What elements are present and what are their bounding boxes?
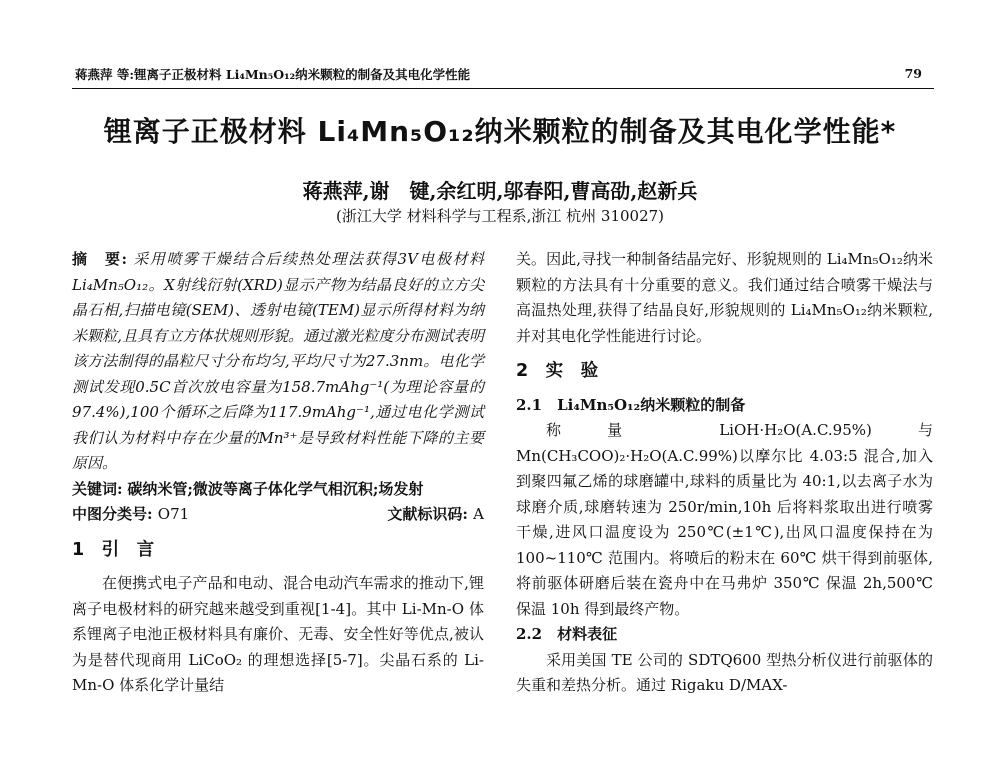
abstract-label: 摘 要: xyxy=(72,250,128,268)
subsection-2-2-text: 采用美国 TE 公司的 SDTQ600 型热分析仪进行前驱体的失重和差热分析。通过 Rigaku D/MAX- xyxy=(516,650,933,694)
page-number: 79 xyxy=(904,66,922,81)
keywords-text: 碳纳米管;微波等离子体化学气相沉积;场发射 xyxy=(127,479,424,498)
doc-code xyxy=(387,502,484,528)
keywords-label: 关键词: xyxy=(72,479,123,498)
left-column xyxy=(72,247,484,699)
classification-row xyxy=(72,502,484,528)
section-2-heading: 2 实 验 xyxy=(516,361,599,381)
subsection-2-1-heading: 2.1 Li₄Mn₅O₁₂纳米颗粒的制备 xyxy=(516,395,746,414)
running-header: 蒋燕萍 等:锂离子正极材料 Li₄Mn₅O₁₂纳米颗粒的制备及其电化学性能 xyxy=(75,67,471,82)
doc-code-label: 文献标识码: xyxy=(387,505,468,523)
keywords xyxy=(72,477,484,503)
clc-label: 中图分类号: xyxy=(72,505,153,523)
section-1-heading: 1 引 言 xyxy=(72,539,155,560)
article-title: 锂离子正极材料 Li₄Mn₅O₁₂纳米颗粒的制备及其电化学性能* xyxy=(103,115,897,148)
clc xyxy=(72,502,189,528)
subsection-2-1-text: 称量 LiOH·H₂O(A.C.95%)与 Mn(CH₃COO)₂·H₂O(A.C.99%)以摩尔比 4.03:5 混合,加入到聚四氟乙烯的球磨罐中,球料的质量比为 40:1,以去离子水为球磨介质,球磨转速为 250r/min,10h 后将料浆取出进行喷雾干燥,进风口温度设为 250℃(±1℃),出风口温度保持在为 100~110℃ 范围内。将喷后的粉末在 60℃ 烘干得到前驱体,将前驱体研磨后装在瓷舟中在马弗炉 350℃ 保温 2h,500℃ 保温 10h 得到最终产物。 xyxy=(516,421,933,618)
right-column xyxy=(516,247,933,699)
doc-code-value: A xyxy=(473,505,484,523)
clc-value: O71 xyxy=(157,505,190,523)
abstract xyxy=(72,247,484,477)
section-1-text: 在便携式电子产品和电动、混合电动汽车需求的推动下,锂离子电极材料的研究越来越受到重视[1-4]。其中 Li-Mn-O 体系锂离子电池正极材料具有廉价、无毒、安全性好等优点,被认为是替代现商用 LiCoO₂ 的理想选择[5-7]。尖晶石系的 Li-Mn-O 体系化学计量结 xyxy=(72,574,484,694)
affiliation: (浙江大学 材料科学与工程系,浙江 杭州 310027) xyxy=(335,207,665,225)
intro-continuation: 关。因此,寻找一种制备结晶完好、形貌规则的 Li₄Mn₅O₁₂纳米颗粒的方法具有十分重要的意义。我们通过结合喷雾干燥法与高温热处理,获得了结晶良好,形貌规则的 Li₄Mn₅O₁₂纳米颗粒,并对其电化学性能进行讨论。 xyxy=(516,250,933,345)
header-rule xyxy=(72,88,934,89)
abstract-text: 采用喷雾干燥结合后续热处理法获得3V电极材料 Li₄Mn₅O₁₂。X射线衍射(XRD)显示产物为结晶良好的立方尖晶石相,扫描电镜(SEM)、透射电镜(TEM)显示所得材料为纳米颗粒,且具有立方体状规则形貌。通过激光粒度分布测试表明该方法制得的晶粒尺寸分布均匀,平均尺寸为27.3nm。电化学测试发现0.5C首次放电容量为158.7mAhg⁻¹(为理论容量的97.4%),100个循环之后降为117.9mAhg⁻¹,通过电化学测试我们认为材料中存在少量的Mn³⁺是导致材料性能下降的主要原因。 xyxy=(72,250,484,472)
subsection-2-2-heading: 2.2 材料表征 xyxy=(516,625,618,643)
author-list: 蒋燕萍,谢 键,余红明,邬春阳,曹高劭,赵新兵 xyxy=(302,179,698,203)
